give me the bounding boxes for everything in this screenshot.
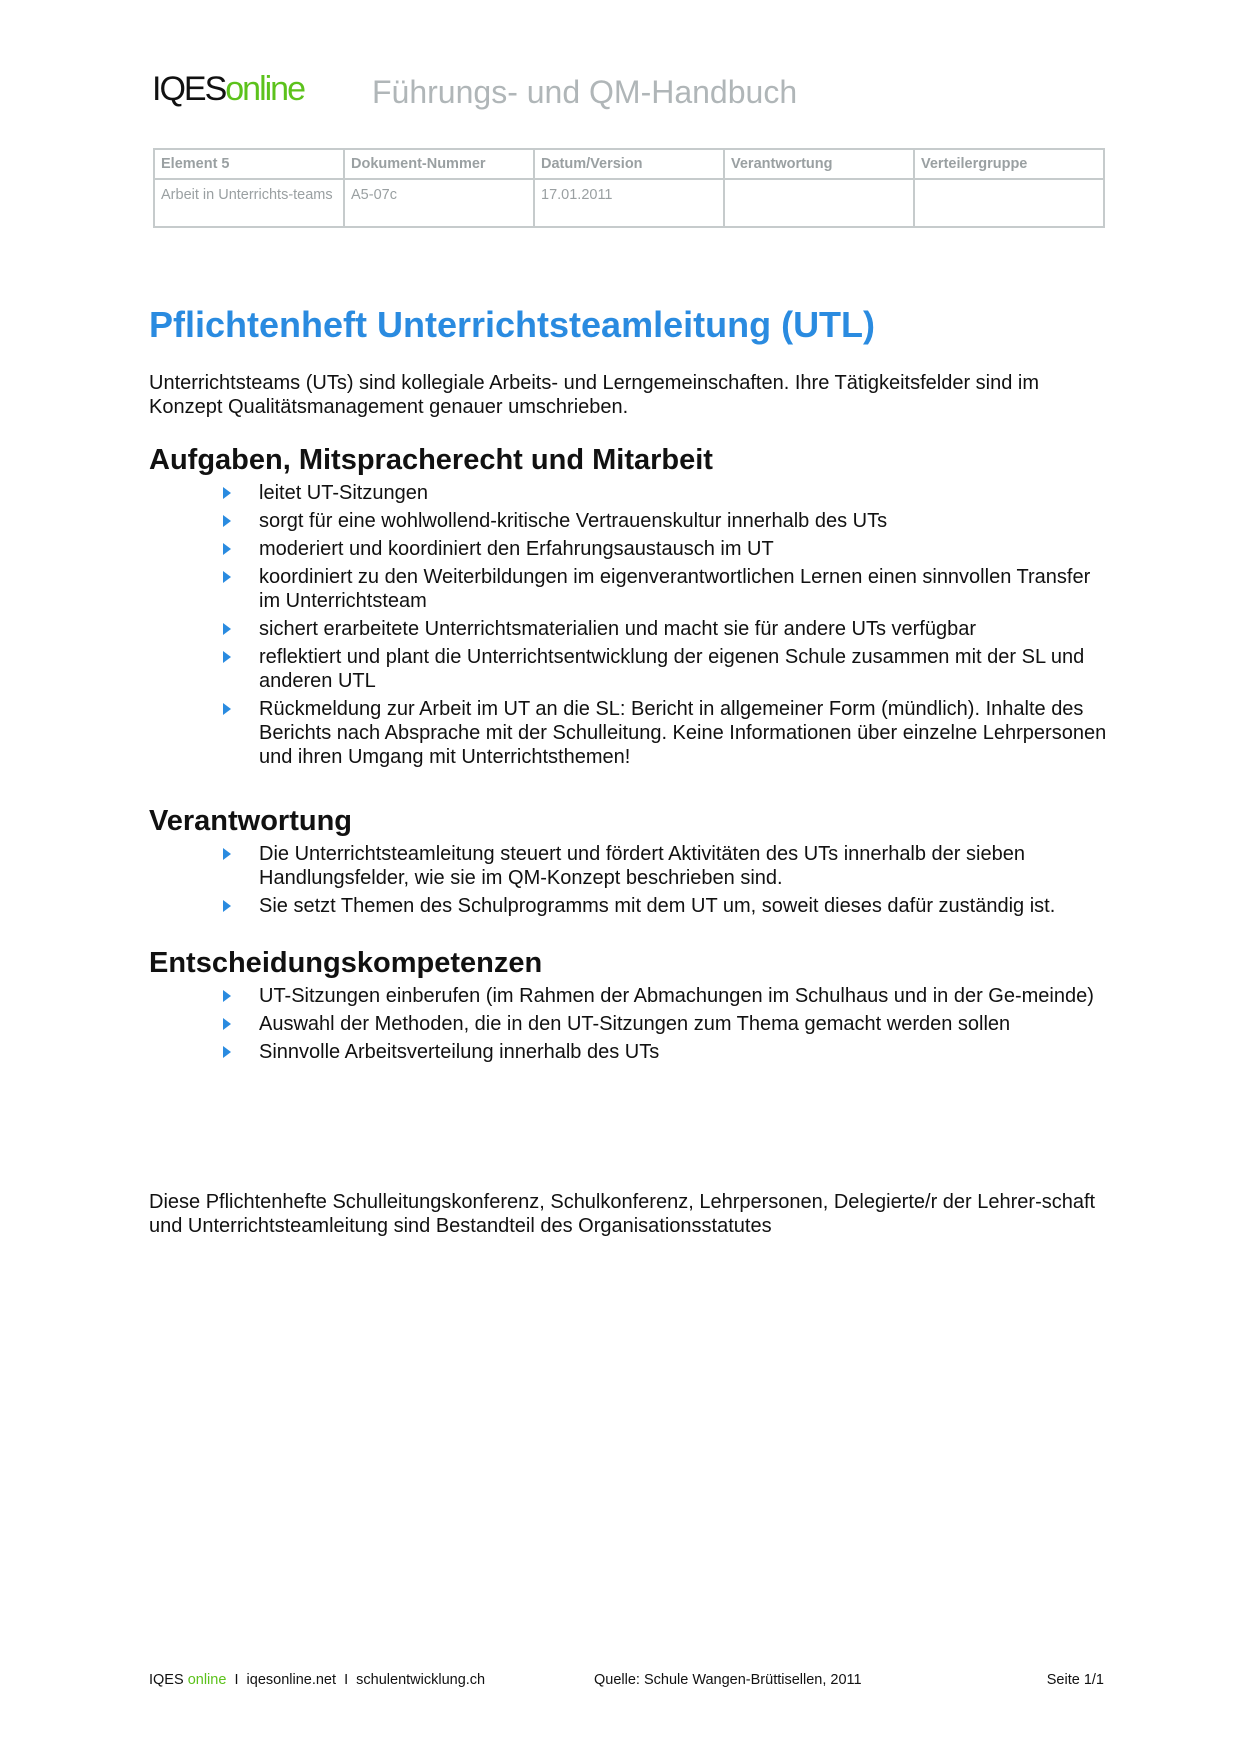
bullet-triangle-icon — [223, 623, 231, 635]
section-decisions — [149, 946, 1109, 1068]
bullet-list — [149, 984, 1109, 1064]
meta-value — [724, 179, 914, 227]
meta-header: Verteilergruppe — [914, 149, 1104, 179]
footer-source: Quelle: Schule Wangen-Brüttisellen, 2011 — [594, 1672, 862, 1688]
meta-value: A5-07c — [344, 179, 534, 227]
bullet-triangle-icon — [223, 487, 231, 499]
list-item-text: Rückmeldung zur Arbeit im UT an die SL: Bericht in allgemeiner Form (mündlich). Inhalte des Berichts nach Absprache mit der Schulleitung. Keine Informationen über einzelne Lehrpersonen und ihren Umgang mit Unterrichtsthemen! — [259, 698, 1107, 768]
list-item-text: UT-Sitzungen einberufen (im Rahmen der Abmachungen im Schulhaus und in der Ge-meinde) — [259, 985, 1094, 1007]
footer-iqes: IQES — [149, 1672, 184, 1688]
footer-page-number: Seite 1/1 — [1046, 1672, 1104, 1688]
bullet-triangle-icon — [223, 848, 231, 860]
bullet-list — [149, 842, 1109, 918]
handbook-title: Führungs- und QM-Handbuch — [372, 74, 798, 110]
list-item-text: sorgt für eine wohlwollend-kritische Vertrauenskultur innerhalb des UTs — [259, 510, 888, 532]
meta-value: Arbeit in Unterrichts-teams — [154, 179, 344, 227]
bullet-triangle-icon — [223, 703, 231, 715]
footer-links: I iqesonline.net I schulentwicklung.ch — [234, 1672, 486, 1688]
section-responsibility — [149, 804, 1109, 922]
meta-header: Verantwortung — [724, 149, 914, 179]
list-item-text: Sie setzt Themen des Schulprogramms mit dem UT um, soweit dieses dafür zuständig ist. — [259, 895, 1056, 917]
closing-paragraph: Diese Pflichtenhefte Schulleitungskonferenz, Schulkonferenz, Lehrpersonen, Delegierte/r der Lehrer-schaft und Unterrichtsteamleitung sind Bestandteil des Organisationsstatutes — [149, 1191, 1096, 1237]
bullet-triangle-icon — [223, 900, 231, 912]
list-item — [149, 481, 1109, 505]
list-item — [149, 1012, 1109, 1036]
bullet-triangle-icon — [223, 651, 231, 663]
logo-iqes: IQES — [152, 70, 226, 108]
intro-paragraph: Unterrichtsteams (UTs) sind kollegiale Arbeits- und Lerngemeinschaften. Ihre Tätigkeitsfelder sind im Konzept Qualitätsmanagement genauer umschrieben. — [149, 372, 1040, 418]
bullet-triangle-icon — [223, 1018, 231, 1030]
meta-value — [914, 179, 1104, 227]
list-item-text: leitet UT-Sitzungen — [259, 482, 428, 504]
bullet-triangle-icon — [223, 990, 231, 1002]
section-tasks — [149, 443, 1109, 773]
meta-header: Dokument-Nummer — [344, 149, 534, 179]
list-item — [149, 1040, 1109, 1064]
list-item — [149, 537, 1109, 561]
list-item-text: reflektiert und plant die Unterrichtsentwicklung der eigenen Schule zusammen mit der SL und anderen UTL — [259, 646, 1085, 692]
list-item — [149, 645, 1109, 693]
list-item — [149, 842, 1109, 890]
meta-value: 17.01.2011 — [534, 179, 724, 227]
bullet-triangle-icon — [223, 515, 231, 527]
list-item-text: moderiert und koordiniert den Erfahrungsaustausch im UT — [259, 538, 774, 560]
section-heading: Aufgaben, Mitspracherecht und Mitarbeit — [149, 444, 713, 476]
bullet-list — [149, 481, 1109, 769]
iqes-logo — [152, 70, 304, 109]
footer-brand — [149, 1672, 485, 1688]
page-title: Pflichtenheft Unterrichtsteamleitung (UTL) — [149, 304, 876, 345]
list-item — [149, 509, 1109, 533]
bullet-triangle-icon — [223, 1046, 231, 1058]
footer-online: online — [187, 1672, 227, 1688]
list-item-text: sichert erarbeitete Unterrichtsmaterialien und macht sie für andere UTs verfügbar — [259, 618, 976, 640]
list-item — [149, 894, 1109, 918]
meta-header: Element 5 — [154, 149, 344, 179]
list-item-text: Sinnvolle Arbeitsverteilung innerhalb des UTs — [259, 1041, 660, 1063]
list-item — [149, 984, 1109, 1008]
list-item — [149, 617, 1109, 641]
bullet-triangle-icon — [223, 571, 231, 583]
list-item-text: Die Unterrichtsteamleitung steuert und fördert Aktivitäten des UTs innerhalb der sieben Handlungsfelder, wie sie im QM-Konzept beschrieben sind. — [259, 843, 1025, 889]
list-item-text: koordiniert zu den Weiterbildungen im eigenverantwortlichen Lernen einen sinnvollen Transfer im Unterrichtsteam — [259, 566, 1091, 612]
logo-online: online — [225, 70, 304, 108]
section-heading: Entscheidungskompetenzen — [149, 947, 543, 979]
document-meta-table — [153, 148, 1105, 228]
section-heading: Verantwortung — [149, 805, 353, 837]
list-item-text: Auswahl der Methoden, die in den UT-Sitzungen zum Thema gemacht werden sollen — [259, 1013, 1011, 1035]
list-item — [149, 565, 1109, 613]
list-item — [149, 697, 1109, 769]
bullet-triangle-icon — [223, 543, 231, 555]
meta-header: Datum/Version — [534, 149, 724, 179]
